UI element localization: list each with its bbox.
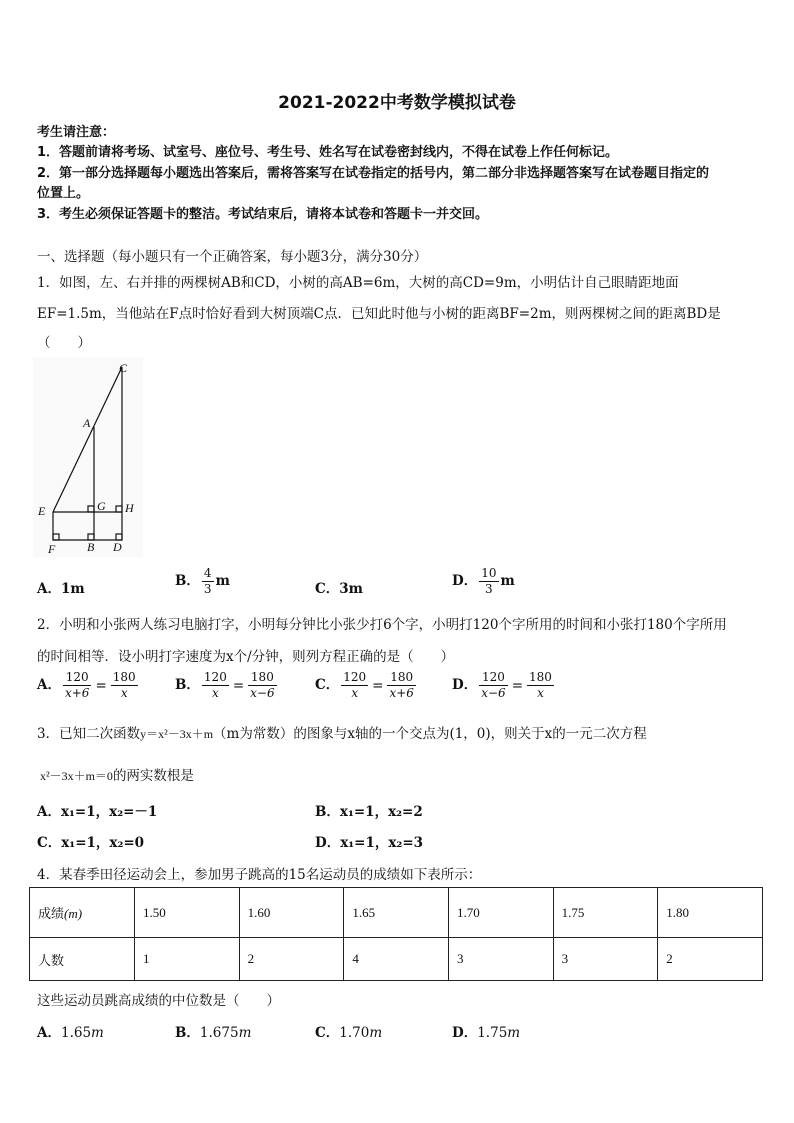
table-cell: 3 [553, 938, 658, 981]
equals-sign: = [95, 677, 107, 694]
table-cell: 1.65 [344, 888, 449, 938]
option-unit: m [238, 1025, 252, 1041]
notice-heading: 考生请注意： [37, 125, 116, 140]
numerator: 120 [203, 670, 227, 684]
denominator: x−6 [250, 686, 275, 700]
q3-option-c[interactable]: C．x₁=1，x₂=0 [37, 835, 145, 851]
q2-option-b[interactable] [175, 670, 279, 701]
label-g: G [97, 499, 106, 513]
numerator: 10 [481, 566, 497, 580]
denominator: x [537, 686, 544, 700]
denominator: x−6 [481, 686, 506, 700]
q4-option-d[interactable] [452, 1021, 520, 1041]
denominator: x [211, 686, 219, 700]
option-label: D． [452, 677, 478, 693]
table-cell: 1.50 [135, 888, 240, 938]
table-header-score [30, 888, 135, 938]
denominator: 3 [203, 582, 212, 596]
option-unit: m [369, 1025, 383, 1041]
q1-option-b-fraction [202, 566, 214, 597]
q1-text-line2: EF=1.5m，当他站在F点时恰好看到大树顶端C点．已知此时他与小树的距离BF=2m，则两棵树之间的距离BD是 [37, 306, 721, 322]
q1-option-d[interactable] [452, 566, 515, 597]
table-cell: 1 [135, 938, 240, 981]
option-label: C． [315, 677, 340, 693]
table-cell: 2 [239, 938, 344, 981]
label-e: E [38, 504, 46, 518]
denominator: 3 [485, 582, 493, 596]
q4-text: 4．某春季田径运动会上，参加男子跳高的15名运动员的成绩如下表所示： [37, 867, 482, 883]
q1-text-line3: （ ） [37, 335, 91, 351]
notice-item-3: 3．考生必须保证答题卡的整洁。考试结束后，请将本试卷和答题卡一并交回。 [37, 207, 489, 222]
numerator: 4 [203, 566, 212, 580]
q2-text-line2: 的时间相等．设小明打字速度为x个/分钟，则列方程正确的是（ ） [37, 649, 455, 665]
label-h: H [125, 501, 134, 515]
q1-option-d-fraction [479, 566, 498, 597]
label-f: F [48, 542, 56, 556]
numerator: 120 [63, 670, 91, 686]
label-a: A [83, 416, 91, 430]
q2-text-line1: 2．小明和小张两人练习电脑打字，小明每分钟比小张少打6个字，小明打120个字所用的时间和小张打180个字所用 [37, 617, 727, 633]
option-label: A． [37, 1025, 61, 1041]
q3-option-a[interactable]: A．x₁=1，x₂=－1 [37, 804, 158, 820]
notice-item-2: 2．第一部分选择题每小题选出答案后，需将答案写在试卷指定的括号内，第二部分非选择题答案写在试卷题目指定的 [37, 166, 710, 181]
header-unit: (m) [64, 906, 83, 921]
q2-option-d[interactable] [452, 670, 556, 701]
table-cell: 1.75 [553, 888, 658, 938]
section-heading: 一、选择题（每小题只有一个正确答案，每小题3分，满分30分） [37, 249, 428, 265]
equals-sign: = [372, 677, 384, 694]
label-b: B [87, 540, 95, 554]
left-fraction [202, 670, 229, 701]
left-fraction [341, 670, 368, 701]
q1-option-d-label: D． [452, 573, 478, 589]
option-value: 1.65 [60, 1025, 92, 1041]
left-fraction [479, 670, 507, 701]
q3-text-end: （m为常数）的图象与x轴的一个交点为(1，0)，则关于x的一元二次方程 [213, 726, 647, 742]
denominator: x [351, 686, 359, 700]
option-label: B． [175, 677, 200, 693]
numerator: 120 [343, 670, 367, 684]
option-label: A． [37, 677, 61, 693]
q4-score-table [29, 887, 763, 981]
table-cell: 3 [448, 938, 553, 981]
q3-text-line1 [37, 722, 647, 742]
header-text: 成绩 [38, 906, 65, 921]
unit: m [500, 573, 515, 589]
q1-text-line1: 1．如图，左、右并排的两棵树AB和CD，小树的高AB=6m，大树的高CD=9m，小明估计自己眼睛距地面 [37, 275, 679, 291]
q2-option-c[interactable] [315, 670, 418, 701]
q1-option-c[interactable]: C．3m [315, 581, 363, 597]
table-cell: 1.60 [239, 888, 344, 938]
q4-option-a[interactable] [37, 1021, 104, 1041]
option-label: B． [175, 1025, 200, 1041]
q1-option-b[interactable] [175, 566, 230, 597]
table-cell: 1.80 [658, 888, 763, 938]
table-row-counts [30, 938, 763, 981]
numerator: 180 [387, 670, 415, 686]
numerator: 180 [112, 670, 136, 684]
q4-option-c[interactable] [315, 1021, 382, 1041]
table-cell: 4 [344, 938, 449, 981]
q3-text-line2 [40, 764, 194, 784]
q4-option-b[interactable] [175, 1021, 251, 1041]
page-title: 2021-2022中考数学模拟试卷 [278, 93, 516, 113]
q1-option-a[interactable]: A．1m [37, 581, 85, 597]
right-fraction [527, 670, 554, 701]
denominator: x+6 [64, 686, 90, 700]
q3-option-d[interactable]: D．x₁=1，x₂=3 [315, 835, 424, 851]
numerator: 180 [529, 670, 552, 684]
option-value: 1.675 [199, 1025, 239, 1041]
numerator: 120 [479, 670, 507, 686]
q1-geometry-figure [33, 357, 143, 557]
option-label: C． [315, 1025, 340, 1041]
notice-item-1: 1．答题前请将考场、试室号、座位号、考生号、姓名写在试卷密封线内，不得在试卷上作任何标记。 [37, 145, 619, 160]
q3-function: y＝x²－3x＋m [140, 727, 214, 741]
option-value: 1.70 [339, 1025, 370, 1041]
table-header-count: 人数 [30, 938, 135, 981]
q1-option-b-label: B． [175, 573, 200, 589]
equals-sign: = [232, 677, 245, 694]
right-fraction [248, 670, 276, 701]
denominator: x [120, 686, 128, 700]
q3-text-tail: 的两实数根是 [112, 768, 194, 784]
numerator: 180 [248, 670, 276, 686]
option-unit: m [507, 1025, 521, 1041]
right-fraction [111, 670, 138, 701]
q3-option-b[interactable]: B．x₁=1，x₂=2 [315, 804, 423, 820]
label-d: D [113, 540, 122, 554]
q4-question: 这些运动员跳高成绩的中位数是（ ） [37, 993, 280, 1009]
table-cell: 2 [658, 938, 763, 981]
table-cell: 1.70 [448, 888, 553, 938]
right-fraction [387, 670, 415, 701]
option-value: 1.75 [477, 1025, 508, 1041]
option-label: D． [452, 1025, 478, 1041]
table-row-scores [30, 888, 763, 938]
q2-option-a[interactable] [37, 670, 140, 701]
notice-item-2-cont: 位置上。 [37, 186, 90, 201]
q3-text-start: 3．已知二次函数 [37, 726, 141, 742]
option-unit: m [91, 1025, 104, 1041]
denominator: x+6 [389, 686, 414, 700]
left-fraction [63, 670, 91, 701]
equals-sign: = [511, 677, 523, 694]
label-c: C [119, 361, 128, 375]
unit: m [215, 573, 230, 589]
q3-equation: x²－3x＋m＝0 [40, 769, 113, 783]
